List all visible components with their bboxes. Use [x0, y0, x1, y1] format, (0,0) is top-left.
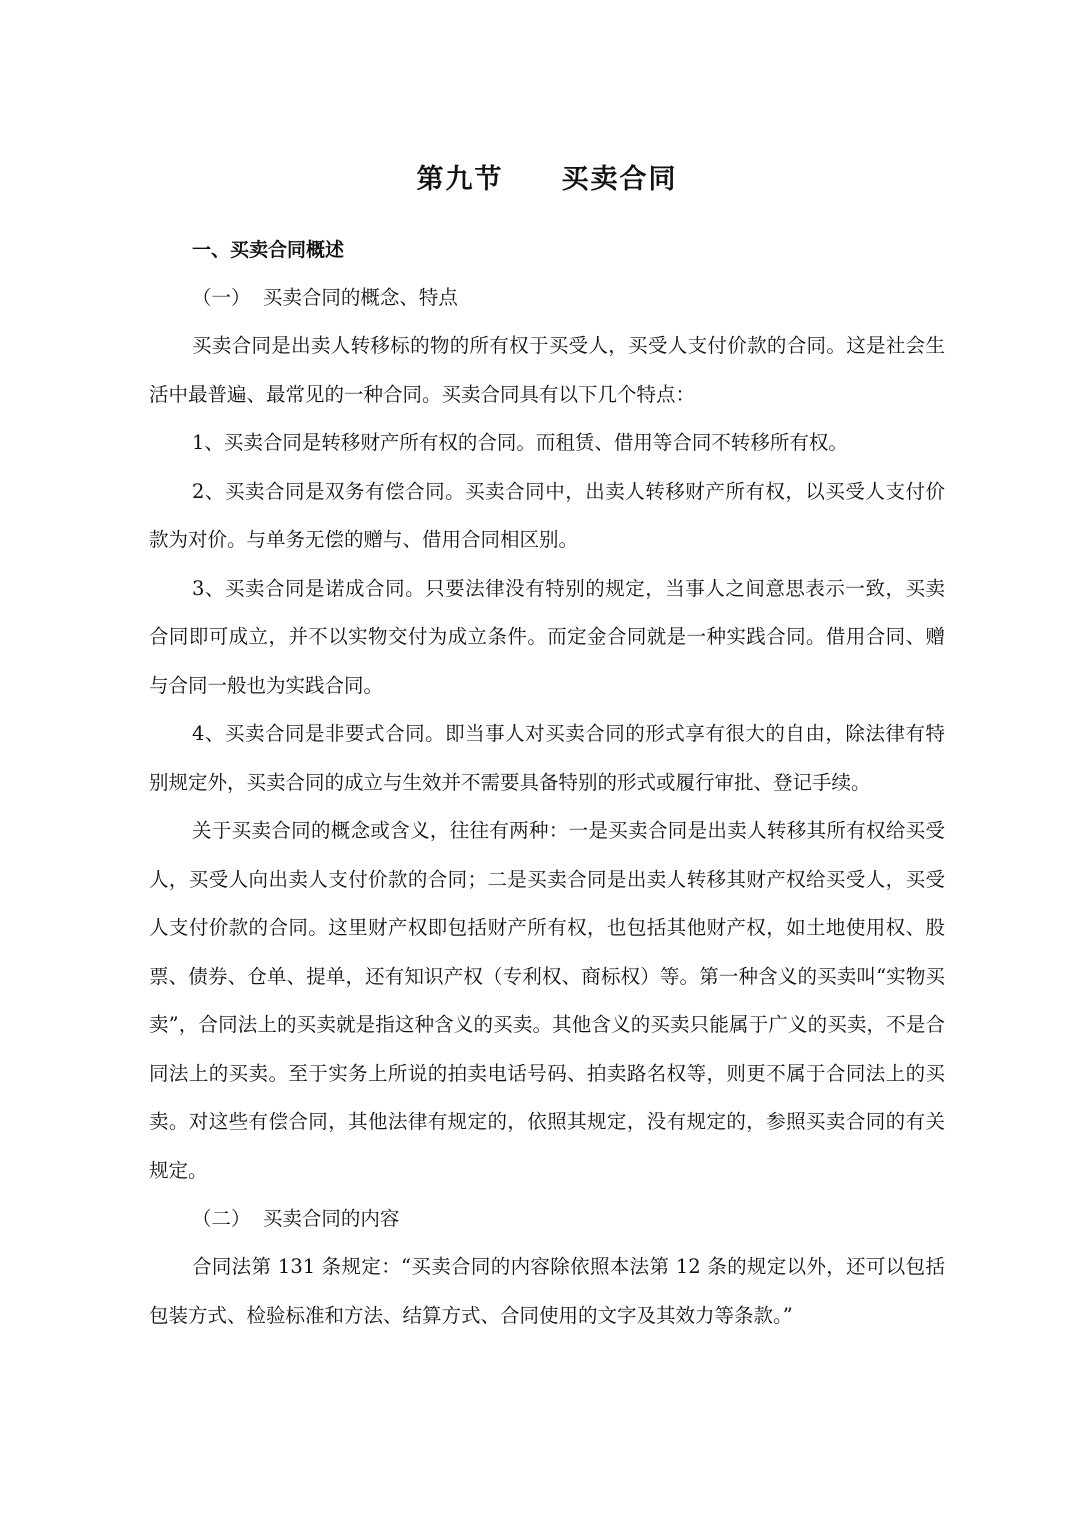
subsection-heading: （一） 买卖合同的概念、特点	[192, 286, 458, 309]
paragraph: 2、买卖合同是双务有偿合同。买卖合同中，出卖人转移财产所有权，以买受人支付价款为对价。与单务无偿的赠与、借用合同相区别。	[149, 479, 945, 551]
paragraph: 3、买卖合同是诺成合同。只要法律没有特别的规定，当事人之间意思表示一致，买卖合同即可成立，并不以实物交付为成立条件。而定金合同就是一种实践合同。借用合同、赠与合同一般也为实践合同。	[149, 576, 945, 697]
section-heading: 一、买卖合同概述	[192, 239, 345, 261]
paragraph: 合同法第 131 条规定：“买卖合同的内容除依照本法第 12 条的规定以外，还可以包括包装方式、检验标准和方法、结算方式、合同使用的文字及其效力等条款。”	[149, 1255, 945, 1327]
paragraph: 关于买卖合同的概念或含义，往往有两种：一是买卖合同是出卖人转移其所有权给买受人，买受人向出卖人支付价款的合同；二是买卖合同是出卖人转移其财产权给买受人，买受人支付价款的合同。这里财产权即包括财产所有权，也包括其他财产权，如土地使用权、股票、债券、仓单、提单，还有知识产权（专利权、商标权）等。第一种含义的买卖叫“实物买卖”，合同法上的买卖就是指这种含义的买卖。其他含义的买卖只能属于广义的买卖，不是合同法上的买卖。至于实务上所说的拍卖电话号码、拍卖路名权等，则更不属于合同法上的买卖。对这些有偿合同，其他法律有规定的，依照其规定，没有规定的，参照买卖合同的有关规定。	[149, 819, 945, 1182]
document-page	[149, 160, 945, 1340]
paragraph: 买卖合同是出卖人转移标的物的所有权于买受人，买受人支付价款的合同。这是社会生活中最普遍、最常见的一种合同。买卖合同具有以下几个特点：	[149, 334, 945, 406]
paragraph: 1、买卖合同是转移财产所有权的合同。而租赁、借用等合同不转移所有权。	[192, 431, 848, 454]
paragraph: 4、买卖合同是非要式合同。即当事人对买卖合同的形式享有很大的自由，除法律有特别规定外，买卖合同的成立与生效并不需要具备特别的形式或履行审批、登记手续。	[149, 722, 945, 794]
subsection-heading: （二） 买卖合同的内容	[192, 1207, 400, 1230]
page-title: 第九节 买卖合同	[416, 164, 678, 195]
